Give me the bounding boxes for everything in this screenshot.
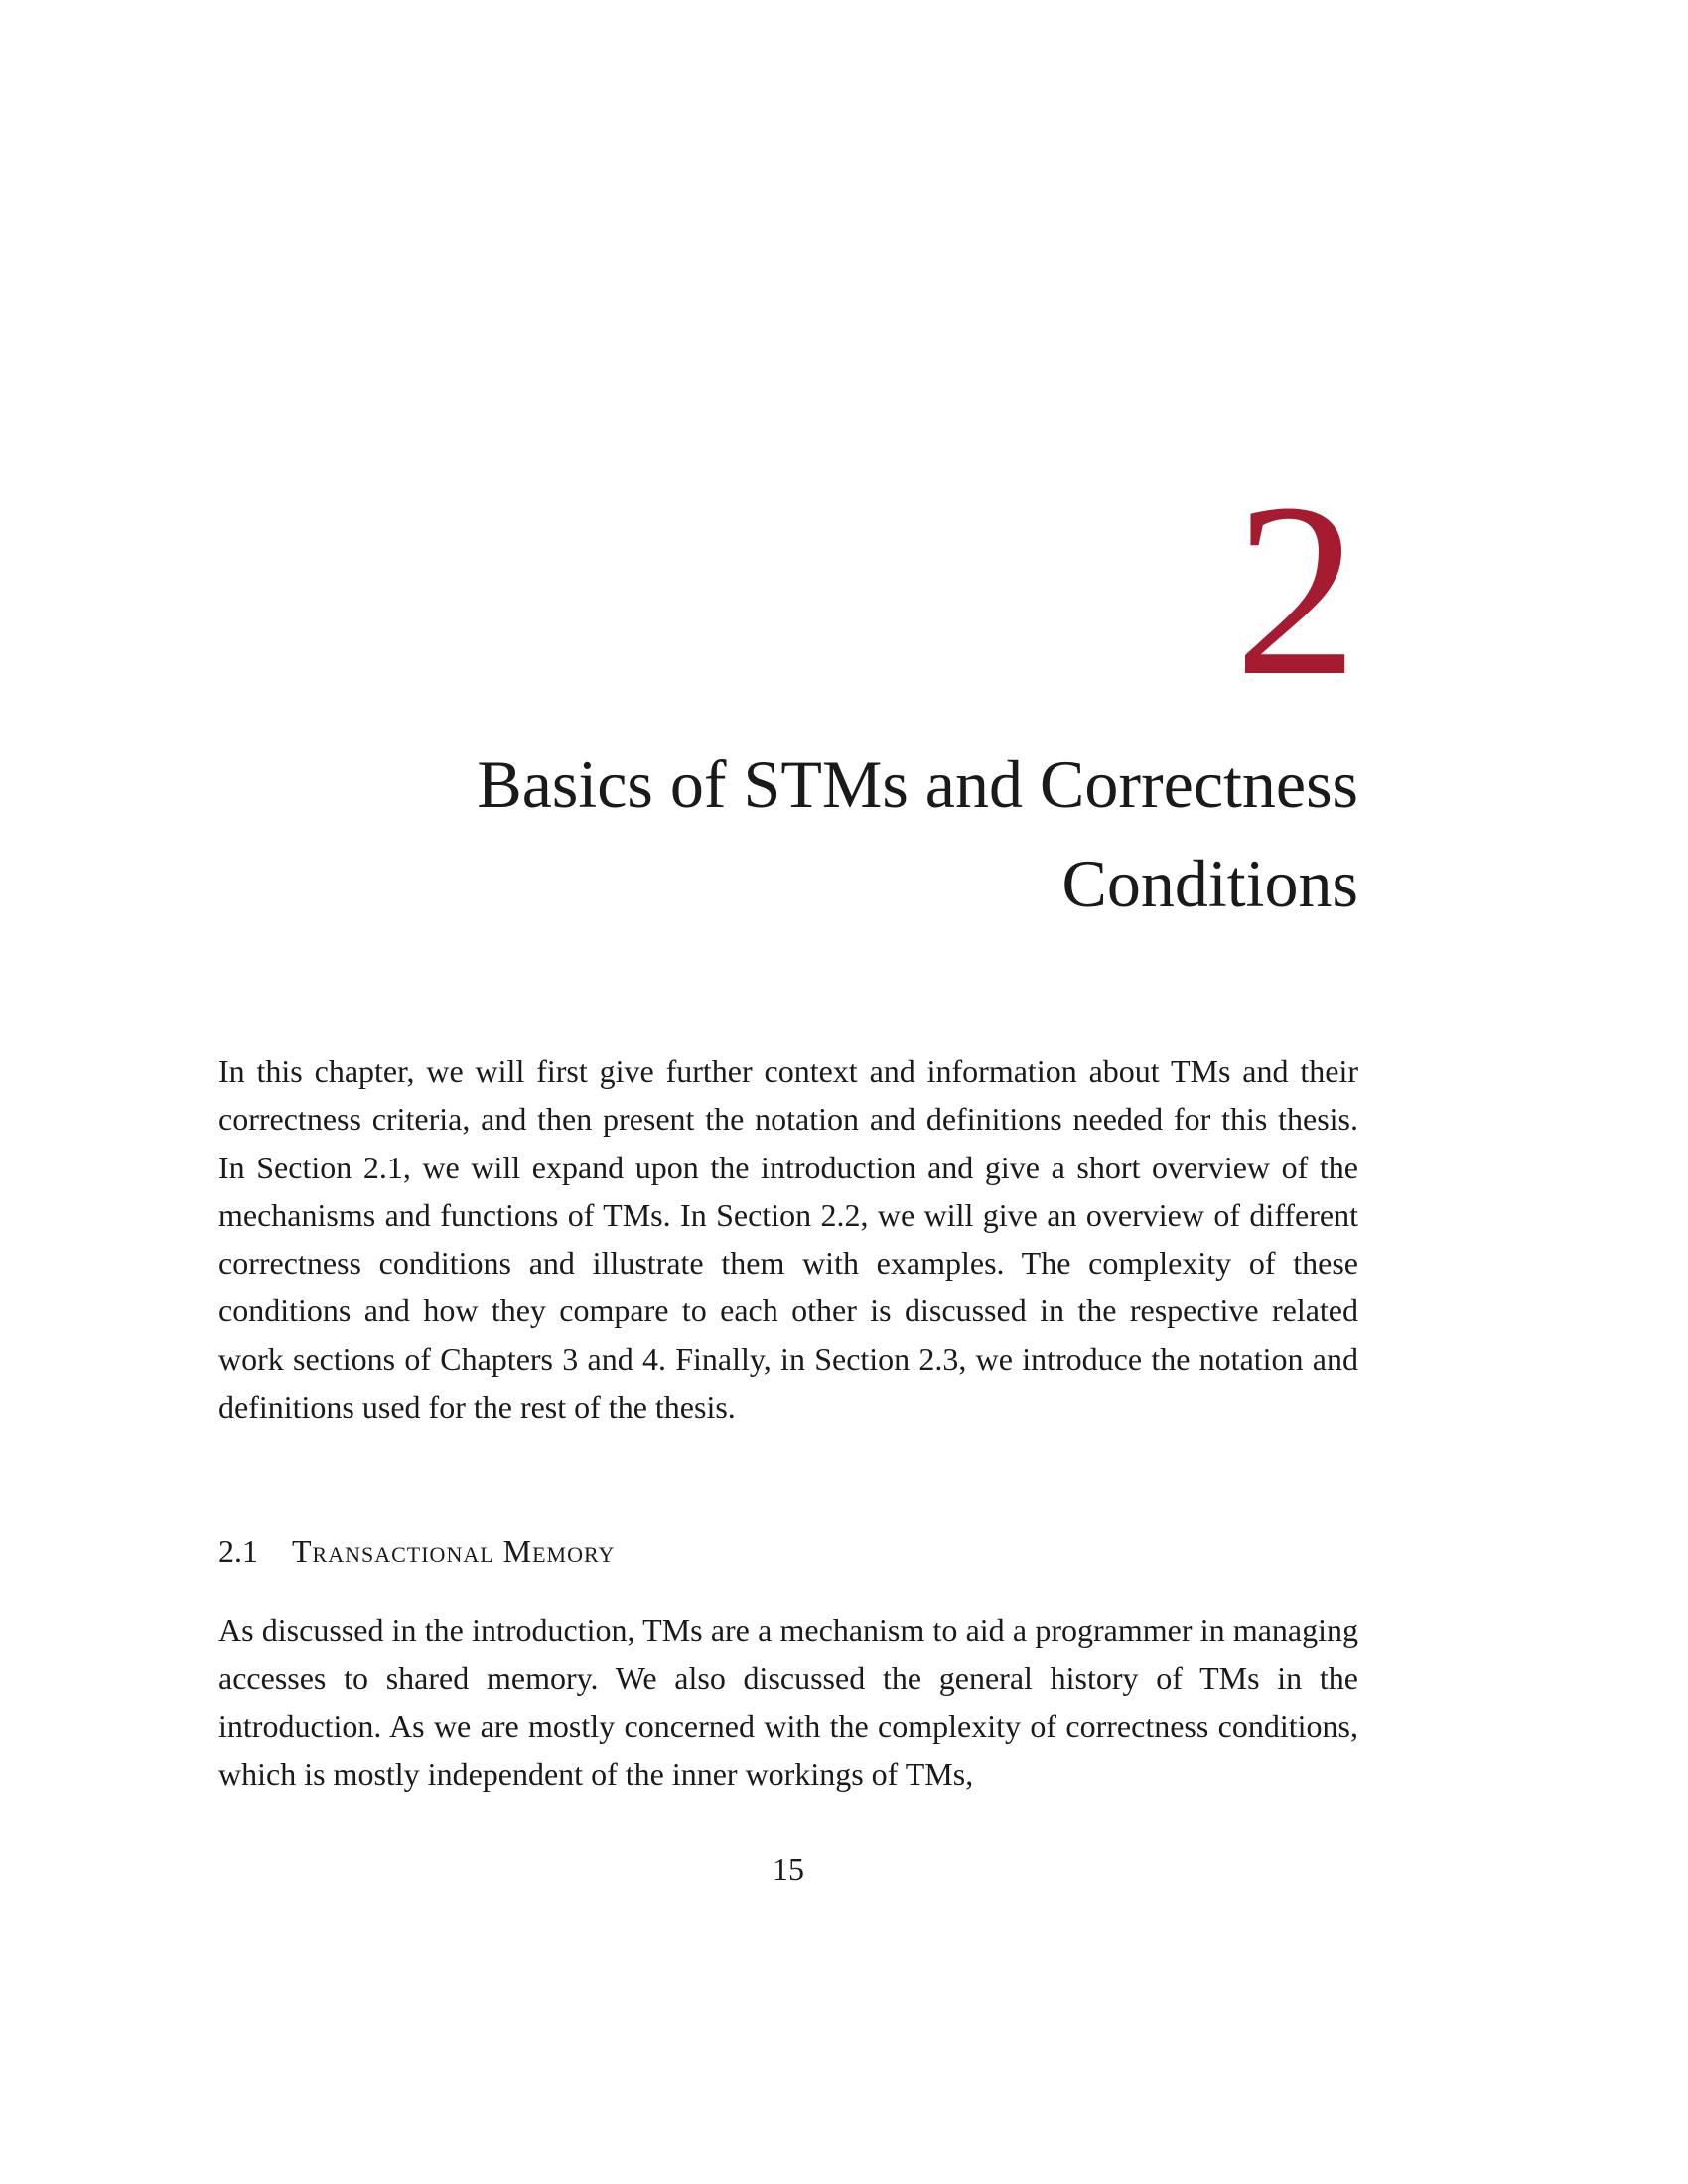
chapter-title-line-2: Conditions xyxy=(1061,846,1358,921)
page-number: 15 xyxy=(773,1851,804,1887)
section-number: 2.1 xyxy=(218,1533,258,1569)
section-heading xyxy=(218,1527,615,1574)
chapter-title xyxy=(365,735,1358,933)
section-paragraph: As discussed in the introduction, TMs are a mechanism to aid a programmer in managing accesses to shared memory. We also discussed the general history of TMs in the introduction. As we are mostly concerned with the complexity of correctness conditions, which is mostly independent of the inner workings of TMs, xyxy=(218,1612,1358,1792)
chapter-title-line-1: Basics of STMs and Correctness xyxy=(477,747,1358,822)
intro-paragraph: In this chapter, we will first give further context and information about TMs and their correctness criteria, and then present the notation and definitions needed for this thesis. In Section 2.1, we will expand upon the introduction and give a short overview of the mechanisms and functions of TMs. In Section 2.2, we will give an overview of different correctness conditions and illustrate them with examples. The complexity of these conditions and how they compare to each other is discussed in the respective related work sections of Chapters 3 and 4. Finally, in Section 2.3, we introduce the notation and definitions used for the rest of the thesis. xyxy=(218,1053,1358,1426)
chapter-number: 2 xyxy=(1234,453,1358,728)
section-title: Transactional Memory xyxy=(292,1533,616,1569)
